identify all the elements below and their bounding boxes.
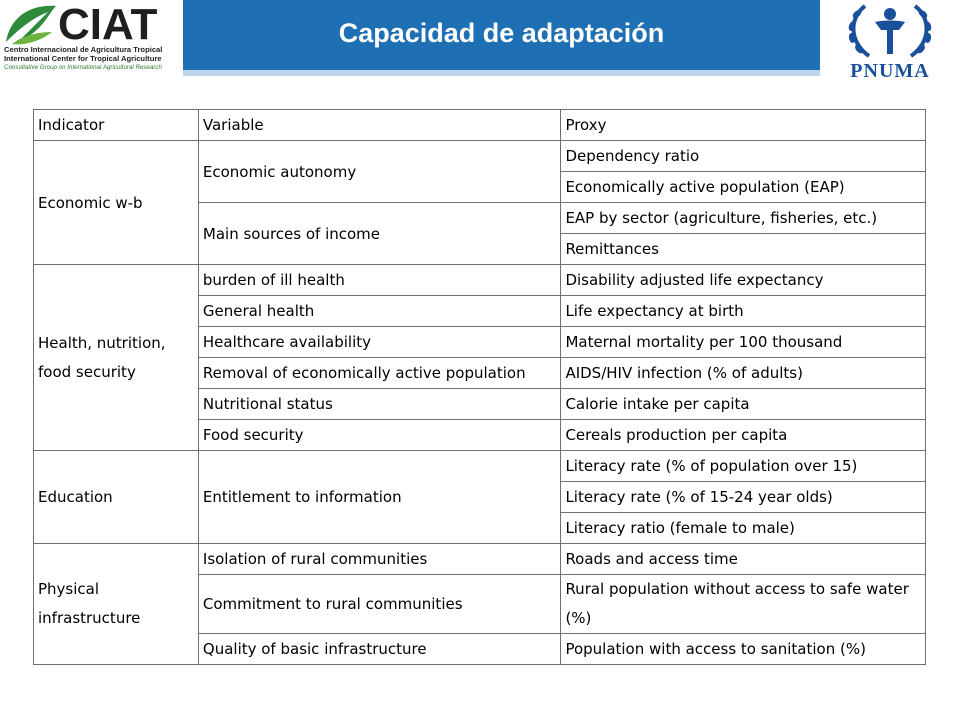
proxy-cell: Economically active population (EAP) (561, 172, 926, 203)
slide-header (0, 0, 960, 82)
ciat-cgiar-line: Consultative Group on International Agricultural Research (4, 64, 162, 71)
indicator-table (33, 109, 926, 665)
variable-cell: Nutritional status (198, 389, 561, 420)
indicator-cell: Physical infrastructure (34, 544, 199, 665)
column-header: Variable (198, 110, 561, 141)
variable-cell: Quality of basic infrastructure (198, 634, 561, 665)
ciat-name-en: International Center for Tropical Agriculture (4, 54, 162, 63)
title-bar (183, 0, 820, 70)
pnuma-wordmark: PNUMA (850, 60, 930, 82)
proxy-cell: Calorie intake per capita (561, 389, 926, 420)
variable-cell: Main sources of income (198, 203, 561, 265)
column-header: Indicator (34, 110, 199, 141)
proxy-cell: EAP by sector (agriculture, fisheries, etc.) (561, 203, 926, 234)
proxy-cell: Literacy rate (% of 15-24 year olds) (561, 482, 926, 513)
variable-cell: Removal of economically active population (198, 358, 561, 389)
table-row (34, 451, 926, 482)
table-row (34, 544, 926, 575)
proxy-cell: Population with access to sanitation (%) (561, 634, 926, 665)
ciat-wordmark: CIAT (58, 0, 158, 49)
proxy-cell: Maternal mortality per 100 thousand (561, 327, 926, 358)
indicator-cell: Health, nutrition, food security (34, 265, 199, 451)
variable-cell: Entitlement to information (198, 451, 561, 544)
table-row (34, 265, 926, 296)
title-bar-shadow (183, 70, 820, 76)
proxy-cell: Life expectancy at birth (561, 296, 926, 327)
column-header: Proxy (561, 110, 926, 141)
proxy-cell: Dependency ratio (561, 141, 926, 172)
table-row (34, 141, 926, 172)
variable-cell: burden of ill health (198, 265, 561, 296)
variable-cell: Healthcare availability (198, 327, 561, 358)
ciat-name-es: Centro Internacional de Agricultura Tropical (4, 45, 163, 54)
proxy-cell: Remittances (561, 234, 926, 265)
ciat-logo (0, 0, 183, 78)
proxy-cell: Literacy ratio (female to male) (561, 513, 926, 544)
variable-cell: Economic autonomy (198, 141, 561, 203)
un-laurel-emblem-icon (835, 0, 945, 62)
proxy-cell: Disability adjusted life expectancy (561, 265, 926, 296)
indicator-cell: Education (34, 451, 199, 544)
variable-cell: Food security (198, 420, 561, 451)
proxy-cell: AIDS/HIV infection (% of adults) (561, 358, 926, 389)
proxy-cell: Roads and access time (561, 544, 926, 575)
variable-cell: General health (198, 296, 561, 327)
variable-cell: Commitment to rural communities (198, 575, 561, 634)
proxy-cell: Rural population without access to safe water (%) (561, 575, 926, 634)
table-header-row (34, 110, 926, 141)
ciat-leaf-icon (2, 2, 60, 48)
proxy-cell: Literacy rate (% of population over 15) (561, 451, 926, 482)
pnuma-logo (820, 0, 960, 80)
page-title: Capacidad de adaptación (338, 18, 665, 48)
indicator-cell: Economic w-b (34, 141, 199, 265)
variable-cell: Isolation of rural communities (198, 544, 561, 575)
proxy-cell: Cereals production per capita (561, 420, 926, 451)
